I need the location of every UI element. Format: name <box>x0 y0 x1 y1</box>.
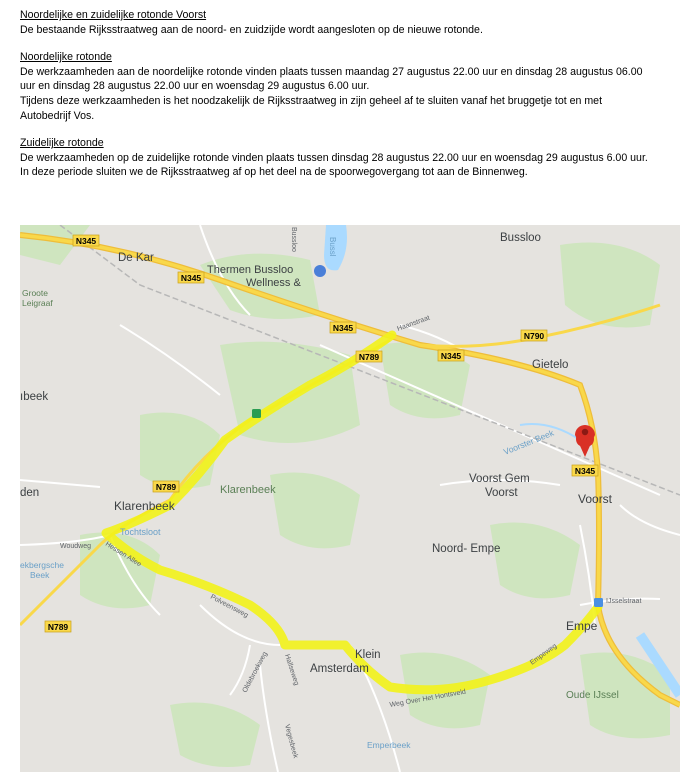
label-tochtsloot: Tochtsloot <box>120 527 161 537</box>
heading-rotondes: Noordelijke en zuidelijke rotonde Voorst <box>20 9 207 21</box>
noordelijke-line-1: De werkzaamheden aan de noordelijke rotonde vinden plaats tussen maandag 27 augustus 22.00 uur en dinsdag 28 augustus 06.00 <box>20 65 643 78</box>
noordelijke-line-4: Autobedrijf Vos. <box>20 109 95 122</box>
label-gietelo: Gietelo <box>532 359 569 371</box>
shield-n345-d: N345 <box>440 351 462 361</box>
label-wellness: Wellness & <box>246 277 301 289</box>
shield-n345-a: N345 <box>75 236 97 246</box>
noordelijke-line-3: Tijdens deze werkzaamheden is het noodzakelijk de Rijksstraatweg in zijn geheel af te sluiten vanaf het bruggetje tot en met <box>20 94 603 107</box>
label-voorst-gem-1: Voorst Gem <box>469 473 530 485</box>
shield-n345-e: N345 <box>574 466 596 476</box>
label-den-left: den <box>20 487 40 499</box>
label-oude-ijssel: Oude IJssel <box>566 690 619 701</box>
label-beekbergsche-2: Beek <box>30 570 50 580</box>
article <box>20 8 695 180</box>
zuidelijke-line-2: In deze periode sluiten we de Rijksstraatweg af op het deel na de spoorwegovergang tot aan de Binnenweg. <box>20 166 528 179</box>
label-voorst: Voorst <box>578 492 613 506</box>
label-amsterdam: Amsterdam <box>310 663 369 675</box>
label-klarenbeek-town: Klarenbeek <box>114 499 175 513</box>
heading-noordelijke: Noordelijke rotonde <box>20 51 112 64</box>
intro-paragraph: De bestaande Rijksstraatweg aan de noord- en zuidzijde wordt aangesloten op de nieuwe rotonde. <box>20 23 483 36</box>
detour-map[interactable] <box>20 225 680 772</box>
label-voorster-beek: Voorster Beek <box>502 427 556 457</box>
label-groote: Groote <box>22 288 48 298</box>
label-empe: Empe <box>566 619 598 633</box>
train-station-icon[interactable] <box>594 598 603 607</box>
heading-zuidelijke: Zuidelijke rotonde <box>20 137 104 150</box>
road-haanstraat: Haanstraat <box>396 314 431 333</box>
label-leigraaf: Leigraaf <box>22 298 53 308</box>
road-polveensweg: Polveensweg <box>209 593 250 620</box>
label-de-kar: De Kar <box>118 252 154 264</box>
road-oldebroekweg: Oldebroekweg <box>241 650 269 694</box>
label-beekbergsche-1: ekbergsche <box>20 560 64 570</box>
label-voorst-gem-2: Voorst <box>485 487 518 499</box>
road-hallseweg: Hallseweg <box>283 653 300 687</box>
label-klarenbeek-area: Klarenbeek <box>220 484 276 496</box>
road-empeweg: Empeweg <box>529 642 559 667</box>
road-woudweg: Woudweg <box>60 543 92 550</box>
road-bussloo: Bussloo <box>290 227 297 252</box>
shield-n345-c: N345 <box>332 323 354 333</box>
spa-icon[interactable] <box>314 265 326 277</box>
noordelijke-line-2: uur en dinsdag 28 augustus 22.00 uur en woensdag 29 augustus 6.00 uur. <box>20 80 370 93</box>
green-areas <box>20 225 670 767</box>
road-vegesbeek: Vegesbeek <box>283 723 299 759</box>
location-pin-icon[interactable] <box>575 425 595 457</box>
road-weg-over-het-hontsveld: Weg Over Het Hontsveld <box>389 688 467 709</box>
map-canvas <box>20 225 680 772</box>
label-thermen: Thermen Bussloo <box>207 264 294 276</box>
road-hessen-allee: Hessen Allee <box>103 540 143 569</box>
label-ijsselstraat: IJsselstraat <box>606 598 642 605</box>
label-bussloo: Bussloo <box>500 232 541 244</box>
shield-n789-b: N789 <box>155 482 177 492</box>
label-bussl-water: Bussl <box>328 237 337 257</box>
label-beek-left: ıbeek <box>20 391 49 403</box>
zuidelijke-line-1: De werkzaamheden op de zuidelijke rotonde vinden plaats tussen dinsdag 28 augustus 22.00 uur en woensdag 29 augustus 6.00 uur. <box>20 151 648 164</box>
shield-n789-a: N789 <box>358 352 380 362</box>
label-noord-empe: Noord- Empe <box>432 543 501 555</box>
shield-n790: N790 <box>523 331 545 341</box>
shield-n789-c: N789 <box>47 622 69 632</box>
shield-n345-b: N345 <box>180 273 202 283</box>
label-emperbeek: Emperbeek <box>367 740 411 750</box>
label-klein: Klein <box>355 649 381 661</box>
bus-stop-icon[interactable] <box>252 409 261 418</box>
